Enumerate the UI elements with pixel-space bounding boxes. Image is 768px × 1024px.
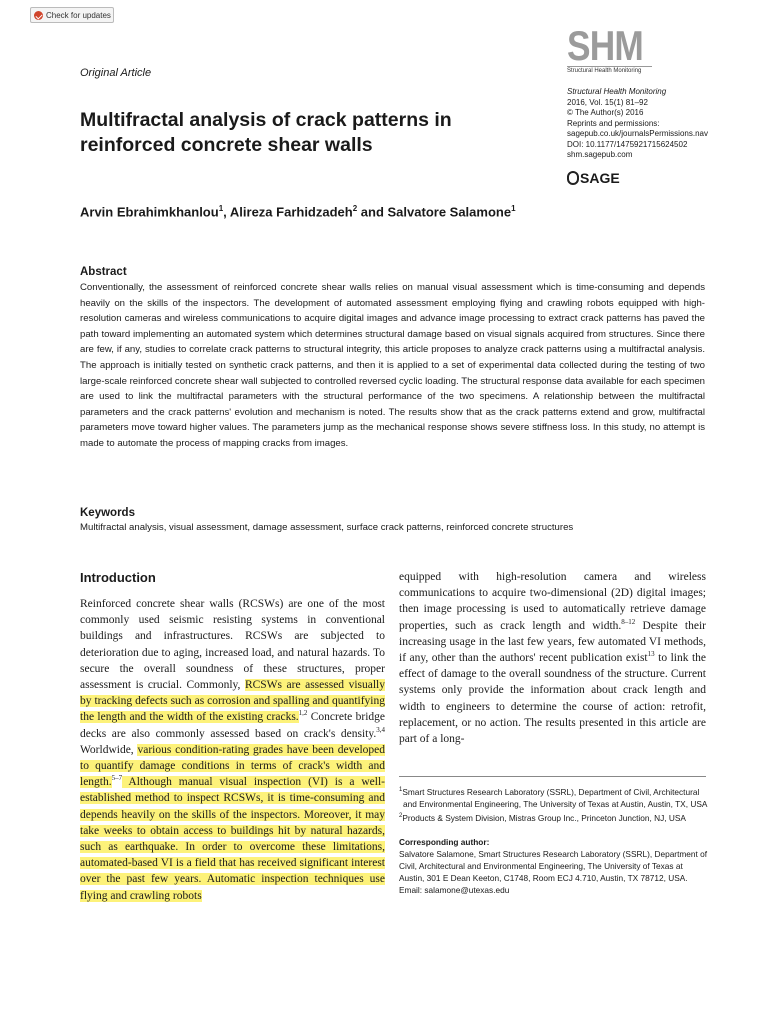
citation[interactable]: 1,2 bbox=[298, 709, 308, 718]
publisher-logo-text: SAGE bbox=[580, 170, 620, 186]
author-affiliation-mark: 1 bbox=[511, 204, 516, 213]
body-text: Despite their increasing usage in the last few years, few automated VI methods, if any, other than the authors' recent publication exist bbox=[399, 619, 706, 665]
author-list bbox=[80, 204, 516, 219]
journal-logo-abbrev: SHM bbox=[567, 22, 643, 69]
corresponding-author-heading: Corresponding author: bbox=[399, 836, 490, 847]
body-text: Worldwide, bbox=[80, 743, 138, 756]
journal-issue: 2016, Vol. 15(1) 81–92 bbox=[567, 97, 648, 107]
affiliation-footnote bbox=[399, 784, 709, 810]
citation[interactable]: 8–12 bbox=[621, 617, 636, 626]
footnote-mark: 2 bbox=[399, 812, 403, 819]
section-heading-introduction: Introduction bbox=[80, 570, 156, 585]
footnotes bbox=[399, 784, 709, 896]
corresponding-author-text: Salvatore Salamone, Smart Structures Research Laboratory (SSRL), Department of Civil, Architectural and Environmental Engineering, The University of Texas at Austin, 301 E Dean Keeton, C1748, Room ECJ 4.710, Austin, TX 78712, USA. bbox=[399, 848, 708, 883]
journal-name: Structural Health Monitoring bbox=[567, 87, 667, 96]
footnote-mark: 1 bbox=[399, 787, 403, 793]
journal-site-link[interactable]: shm.sagepub.com bbox=[567, 150, 633, 159]
author-separator: and bbox=[357, 204, 388, 220]
abstract-heading: Abstract bbox=[80, 266, 127, 278]
affiliation-footnote bbox=[399, 810, 709, 824]
reprints-link[interactable]: sagepub.co.uk/journalsPermissions.nav bbox=[567, 129, 708, 138]
journal-logo-name: Structural Health Monitoring bbox=[567, 66, 652, 74]
intro-paragraph bbox=[399, 569, 706, 747]
intro-right-column bbox=[399, 569, 706, 747]
intro-left-column bbox=[80, 596, 385, 904]
publisher-logo bbox=[567, 170, 620, 186]
body-text: Reinforced concrete shear walls (RCSWs) are one of the most commonly used seismic resisting systems in conventional buildings and infrastructures. RCSWs are subjected to deterioration due to aging, increased load, and natural hazards. To secure the overall soundness of these structures, proper assessment is crucial. Commonly, bbox=[80, 598, 385, 692]
corresponding-author-email[interactable]: Email: salamone@utexas.edu bbox=[399, 884, 510, 895]
citation[interactable]: 3,4 bbox=[376, 725, 385, 734]
author-name: Salvatore Salamone bbox=[387, 204, 512, 220]
body-text: Concrete bridge decks are also commonly assessed based on crack's density. bbox=[80, 711, 385, 740]
abstract-text: Conventionally, the assessment of reinforced concrete shear walls relies on manual visual assessment which is time-consuming and depends heavily on the skills of the inspectors. The development of automated assessment employing flying and crawling robots equipped with high-resolution cameras and wireless communications to acquire digital images and advance image processing to extract crack patterns has paved the path toward implementing an automated system which determines structural damage based on visual signals acquired from structures. Since there are few, if any, studies to correlate crack patterns to structural integrity, this article proposes to analyze crack patterns using a multifractal analysis. The approach is initially tested on synthetic crack patterns, and then it is applied to a set of experimental data collected during the testing of two large-scale reinforced concrete shear wall subjected to controlled reversed cyclic loading. The structural response data available for each specimen are used to link the multifractal parameters with the structural performance of the two specimens. A relationship between the multifractal parameters and the crack patterns' evolution and mechanism is noted. The results show that as the crack patterns extend and grow, multifractal parameters move toward higher values. The parameters jump as the mechanical response shows severe stiffness loss. In this study, no attempt is made to automate the process of mapping cracks from images. bbox=[80, 282, 705, 449]
highlighted-text: various condition-rating grades have been developed to quantify damage conditions in terms of crack's width and length. bbox=[80, 743, 385, 789]
highlighted-text: Although manual visual inspection (VI) is a well-established method to inspect RCSWs, it is time-consuming and depends heavily on the skills of the inspectors. Moreover, it may take weeks to obtain access to buildings hit by natural hazards, such as earthquake. In order to overcome these limitations, automated-based VI is a field that has received significant interest over the past few years. Automatic inspection techniques use flying and crawling robots bbox=[80, 776, 385, 902]
keywords-heading: Keywords bbox=[80, 507, 135, 519]
affiliation-text: Smart Structures Research Laboratory (SSRL), Department of Civil, Architectural and Environmental Engineering, The University of Texas at Austin, Austin, TX, USA bbox=[402, 786, 708, 809]
intro-paragraph bbox=[80, 596, 385, 904]
affiliation-text: Products & System Division, Mistras Group Inc., Princeton Junction, NJ, USA bbox=[402, 812, 686, 823]
copyright: © The Author(s) 2016 bbox=[567, 108, 644, 117]
article-title: Multifractal analysis of crack patterns in reinforced concrete shear walls bbox=[80, 109, 452, 156]
doi[interactable]: DOI: 10.1177/1475921715624502 bbox=[567, 139, 688, 149]
keywords-text: Multifractal analysis, visual assessment, damage assessment, surface crack patterns, reinforced concrete structures bbox=[80, 522, 574, 533]
body-text: to link the effect of damage to the overall soundness of the structure. Current systems only provide the information about crack length and width to engineers to determine the course of action: retrofit, replacement, or no action. The results presented in this article are part of a long- bbox=[399, 652, 706, 746]
reprints-label: Reprints and permissions: bbox=[567, 118, 660, 128]
footnote-divider bbox=[399, 776, 706, 777]
author-affiliation-mark: 2 bbox=[352, 204, 358, 213]
article-type: Original Article bbox=[80, 67, 152, 79]
journal-info bbox=[567, 87, 742, 161]
body-text: equipped with high-resolution camera and wireless communications to acquire two-dimensional (2D) digital images; then image processing is used to automatically retrieve damage properties, such as crack length and width. bbox=[399, 571, 706, 632]
check-for-updates-badge[interactable] bbox=[30, 7, 114, 23]
journal-logo bbox=[567, 22, 652, 76]
check-updates-label: Check for updates bbox=[46, 10, 111, 20]
check-updates-icon bbox=[34, 11, 43, 20]
author-affiliation-mark: 1 bbox=[218, 204, 224, 213]
highlighted-text: RCSWs are assessed visually by tracking defects such as corrosion and spalling and quantifying the length and the width of the existing cracks. bbox=[80, 679, 386, 724]
citation[interactable]: 13 bbox=[647, 650, 655, 659]
citation[interactable]: 5–7 bbox=[111, 774, 123, 783]
author-name: Arvin Ebrahimkhanlou bbox=[80, 204, 219, 220]
author-name: Alireza Farhidzadeh bbox=[229, 204, 353, 220]
author-separator: , bbox=[223, 204, 230, 220]
sage-mark-icon bbox=[567, 171, 579, 185]
